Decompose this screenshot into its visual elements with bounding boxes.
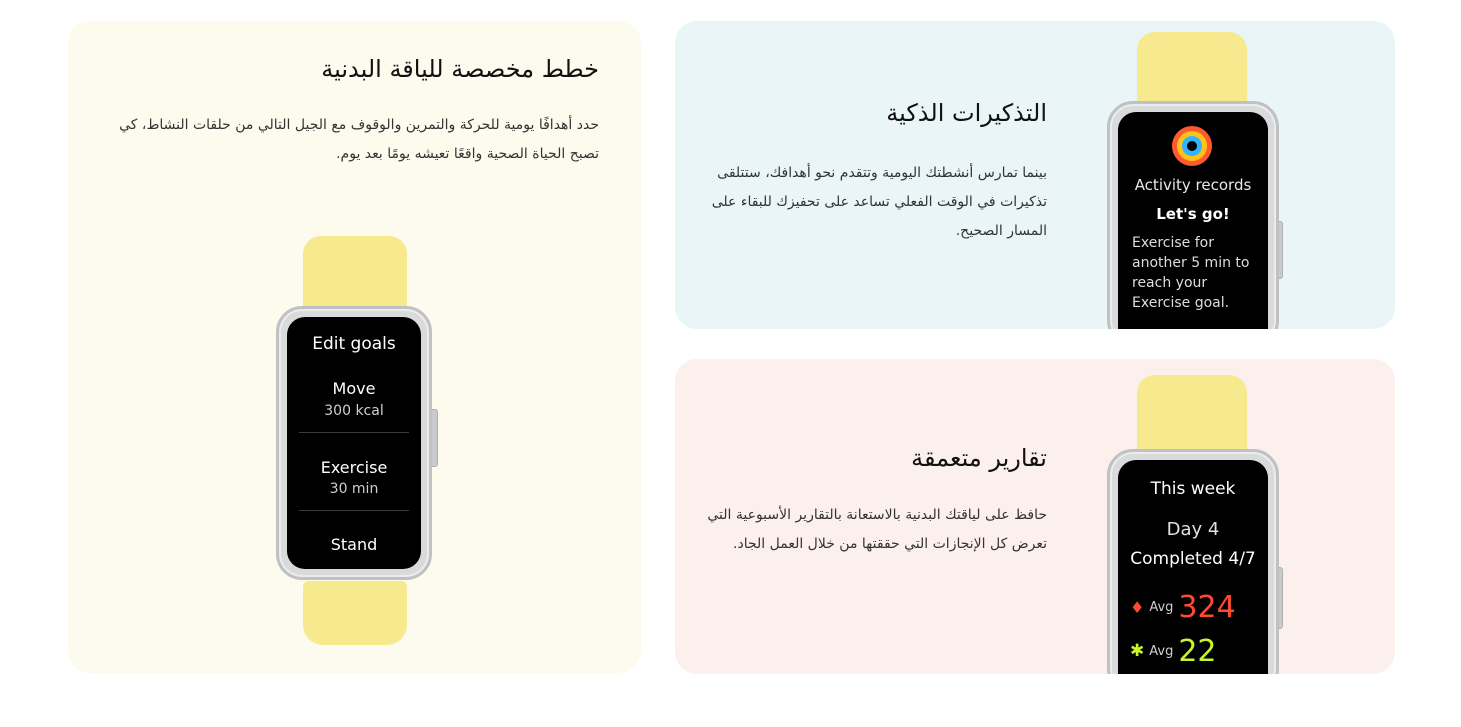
reminder-message: Exercise for another 5 min to reach your Exercise goal. [1132,235,1250,311]
watch-band-top [1137,32,1247,112]
day-label: Day 4 [1166,519,1220,540]
fitness-plans-card [68,21,641,673]
watch-screen [287,317,421,569]
avg-label: Avg [1149,599,1174,615]
watch-band-bottom [303,581,407,645]
reports-description: حافظ على لياقتك البدنية بالاستعانة بالتقارير الأسبوعية التي تعرض كل الإنجازات التي حققتها من خلال العمل الجاد. [707,507,1047,552]
goal-exercise-label: Exercise [320,458,388,477]
divider [299,432,409,433]
in-depth-reports-card [675,359,1395,674]
completed-label: Completed 4/7 [1130,549,1256,569]
flame-icon: ♦ [1130,597,1145,617]
watch-case [1107,449,1279,674]
watch-case [276,306,432,580]
plans-description: حدد أهدافًا يومية للحركة والتمرين والوقوف مع الجيل التالي من حلقات النشاط، كي تصبح الحياة الصحية واقعًا تعيشه يومًا بعد يوم. [119,117,599,162]
lets-go-heading: Let's go! [1156,205,1230,223]
plans-title: خطط مخصصة للياقة البدنية [321,55,599,83]
reminders-description: بينما تمارس أنشطتك اليومية وتتقدم نحو أهدافك، ستتلقى تذكيرات في الوقت الفعلي تساعد على تحفيزك للبقاء على المسار الصحيح. [711,165,1047,239]
avg-exercise-value: 22 [1178,633,1217,669]
goal-stand-label: Stand [330,535,378,554]
reports-title: تقارير متعمقة [911,444,1047,472]
avg-calories-value: 324 [1178,589,1236,625]
watch-screen [1118,112,1268,329]
reminders-title: التذكيرات الذكية [886,99,1047,127]
edit-goals-heading: Edit goals [312,334,396,354]
activity-records-title: Activity records [1134,176,1252,194]
exercise-stat [1130,634,1217,668]
goal-exercise-value: 30 min [329,481,379,497]
runner-icon: ✱ [1130,641,1145,661]
activity-rings-icon [1172,126,1212,166]
smart-reminders-card [675,21,1395,329]
avg-label: Avg [1149,643,1174,659]
goal-move-label: Move [332,379,376,398]
calories-stat [1130,590,1236,624]
watch-case [1107,101,1279,329]
watch-screen [1118,460,1268,674]
goal-move-value: 300 kcal [324,403,384,419]
divider [299,510,409,511]
this-week-heading: This week [1150,479,1236,499]
